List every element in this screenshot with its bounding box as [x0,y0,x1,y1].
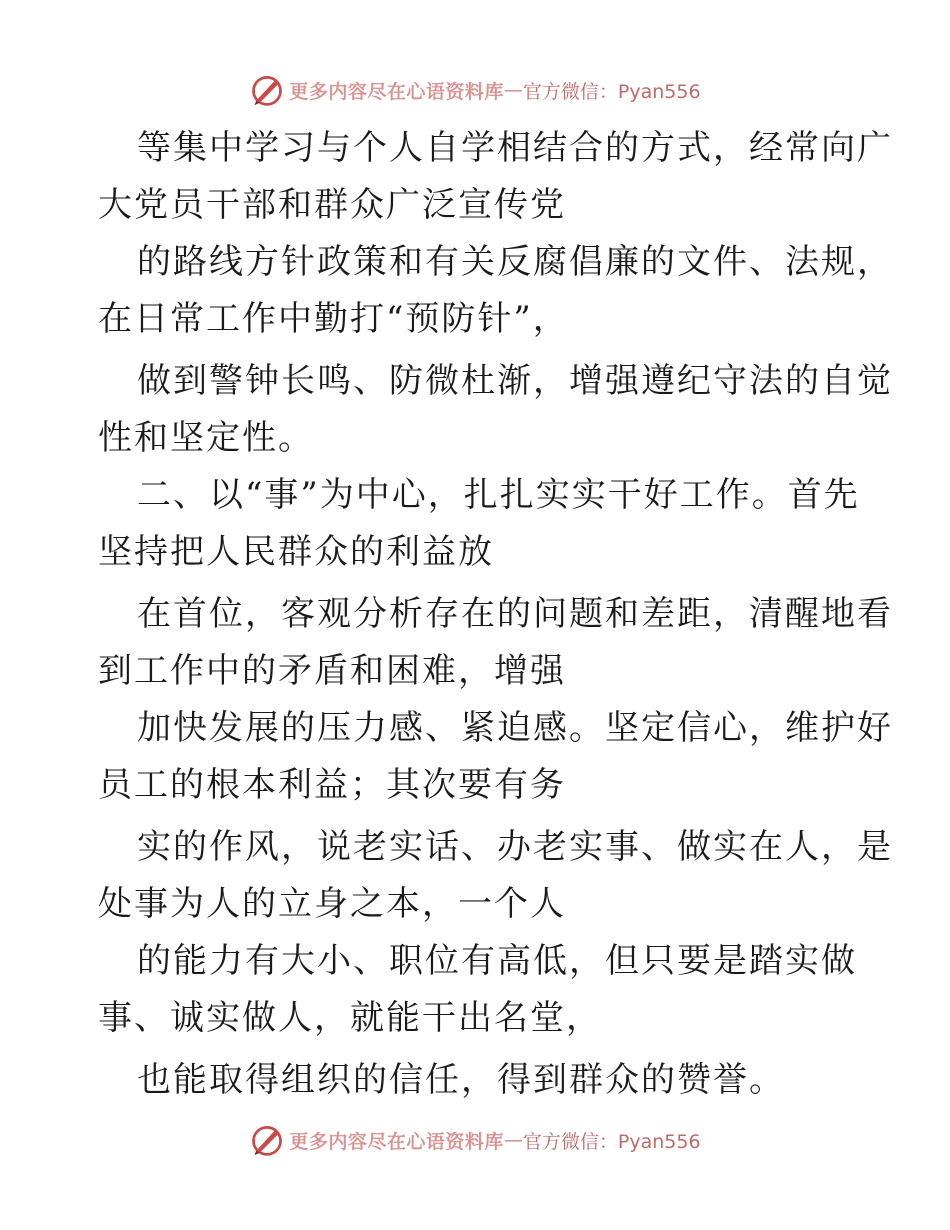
paragraph-line: 性和坚定性。 [98,418,314,458]
paragraph-line: 也能取得组织的信任，得到群众的赞誉。 [137,1060,785,1100]
watermark-separator: — [503,79,523,101]
paragraph-line: 员工的根本利益；其次要有务 [98,765,566,805]
pen-logo-icon [249,72,285,108]
paragraph-line: 大党员干部和群众广泛宣传党 [98,185,566,225]
paragraph-line: 到工作中的矛盾和困难，增强 [98,651,566,691]
pen-logo-icon [249,1122,285,1158]
paragraph-line: 的路线方针政策和有关反腐倡廉的文件、法规， [137,242,893,282]
paragraph-line: 做到警钟长鸣、防微杜渐，增强遵纪守法的自觉 [137,361,893,401]
watermark-contact: 官方微信：Pyan556 [522,1130,701,1153]
paragraph-line: 等集中学习与个人自学相结合的方式，经常向广 [137,128,893,168]
paragraph-line: 处事为人的立身之本，一个人 [98,884,566,924]
paragraph-line: 二、以“事”为中心，扎扎实实干好工作。首先 [137,475,860,515]
watermark-brand: 更多内容尽在心语资料库 [289,80,504,103]
paragraph-line: 加快发展的压力感、紧迫感。坚定信心，维护好 [137,708,893,748]
watermark-separator: — [503,1129,523,1151]
paragraph-line: 的能力有大小、职位有高低，但只要是踏实做 [137,941,857,981]
paragraph-line: 实的作风，说老实话、办老实事、做实在人，是 [137,827,893,867]
footer-watermark [0,1120,950,1160]
paragraph-line: 在首位，客观分析存在的问题和差距，清醒地看 [137,594,893,634]
paragraph-line: 在日常工作中勤打“预防针”， [98,299,569,339]
watermark-brand: 更多内容尽在心语资料库 [289,1130,504,1153]
watermark-contact: 官方微信：Pyan556 [522,80,701,103]
paragraph-line: 坚持把人民群众的利益放 [98,532,494,572]
paragraph-line: 事、诚实做人，就能干出名堂， [98,998,602,1038]
header-watermark [0,70,950,110]
